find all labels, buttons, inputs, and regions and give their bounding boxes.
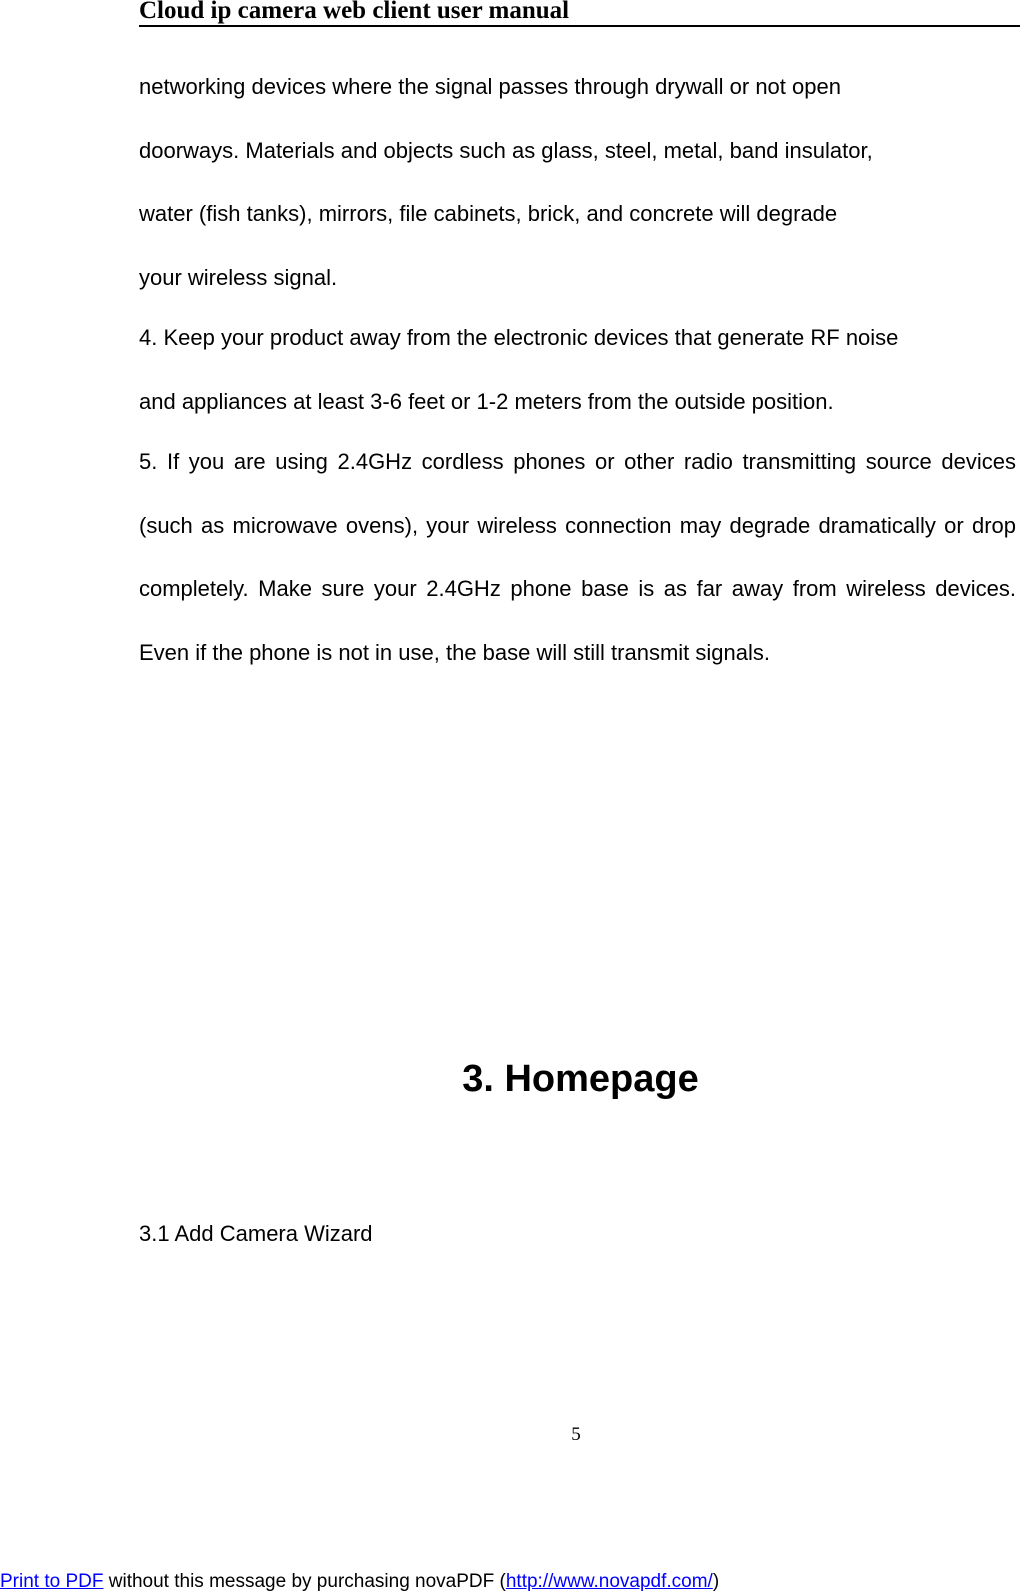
text-line: water (fish tanks), mirrors, file cabinets, brick, and concrete will degrade xyxy=(139,201,838,226)
text-line: doorways. Materials and objects such as glass, steel, metal, band insulator, xyxy=(139,137,873,163)
print-to-pdf-link[interactable]: Print to PDF xyxy=(0,1571,104,1592)
subsection-heading: 3.1 Add Camera Wizard xyxy=(139,1221,373,1246)
section-heading: 3. Homepage xyxy=(462,1058,699,1100)
text-line: and appliances at least 3-6 feet or 1-2 meters from the outside position. xyxy=(139,388,834,414)
text-line: your wireless signal. xyxy=(139,264,338,290)
paragraph-wireless-materials xyxy=(139,55,1016,309)
text-line: 4. Keep your product away from the electronic devices that generate RF noise xyxy=(139,325,899,350)
footer-text-end: ) xyxy=(712,1571,720,1592)
novapdf-url-link[interactable]: http://www.novapdf.com/ xyxy=(505,1571,713,1592)
footer-note xyxy=(0,1571,719,1593)
running-header xyxy=(139,0,1020,27)
footer-text: without this message by purchasing novaPDF ( xyxy=(103,1571,506,1592)
text-line: networking devices where the signal passes through drywall or not open xyxy=(139,74,841,99)
document-title: Cloud ip camera web client user manual xyxy=(139,0,570,24)
paragraph-cordless-phones: 5. If you are using 2.4GHz cordless phones or other radio transmitting source devices (such as microwave ovens), your wireless connection may degrade dramatically or drop completely. Make sure your 2.4GHz phone base is as far away from wireless devices. Even if the phone is not in use, the base will still transmit signals. xyxy=(139,449,1016,665)
page-number: 5 xyxy=(571,1424,581,1445)
paragraph-rf-noise xyxy=(139,306,1016,433)
